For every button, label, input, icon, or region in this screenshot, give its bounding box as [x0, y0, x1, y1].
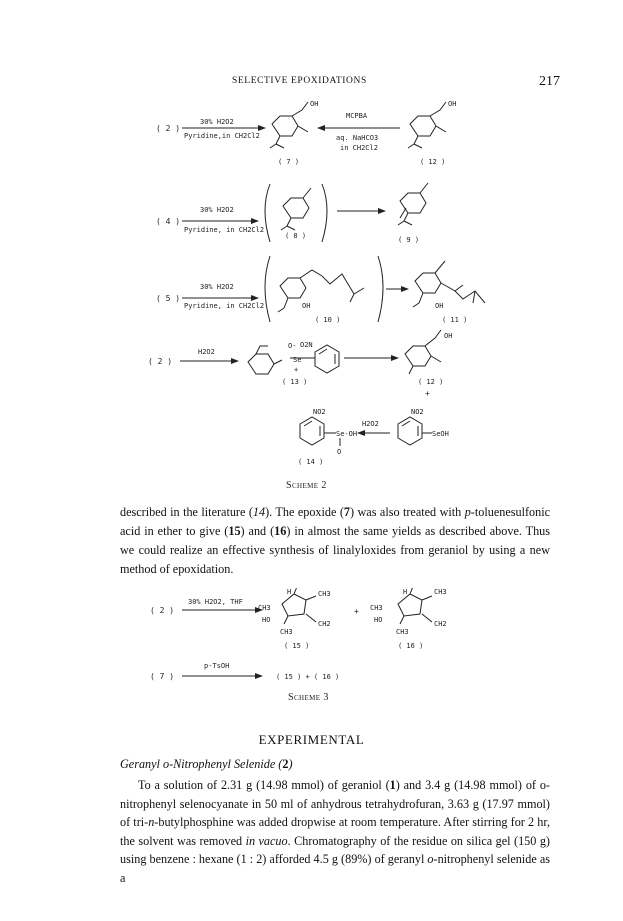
structure-15-ch3-right: CH3 — [318, 590, 331, 598]
exp-text-2: ) and 3.4 g (14.98 mmol) of o-nitrophenyl selenocyanate in 50 ml of anhydrous tetrahydrofuran, 3.63 g (17.97 mmol) of tri- — [120, 778, 550, 829]
row5-no2-right: NO2 — [411, 408, 424, 416]
compound-1-ref: 1 — [389, 778, 396, 792]
italic-p: p — [464, 505, 471, 519]
row3-product: ( 11 ) — [442, 316, 468, 324]
row4-plus-sign: + — [425, 389, 430, 398]
scheme-2-caption: Scheme 2 — [286, 480, 327, 491]
row3-start: ( 5 ) — [156, 294, 181, 303]
row4-se: Se — [293, 356, 302, 364]
structure-7 — [270, 102, 308, 148]
structure-selenous-benzene — [398, 417, 422, 445]
scheme3-row2-result: ( 15 ) + ( 16 ) — [276, 673, 340, 681]
page-header — [60, 76, 560, 96]
row4-start: ( 2 ) — [148, 357, 173, 366]
structure-13-terpene — [248, 346, 282, 374]
row3-reagent: 30% H2O2 — [200, 283, 234, 291]
scheme3-product-15: ( 15 ) — [284, 642, 310, 650]
body-text-3: ) was also treated with — [350, 505, 465, 519]
row1-start: ( 2 ) — [156, 124, 181, 133]
scheme-3-figure — [0, 588, 623, 718]
body-text-5: ) and ( — [240, 524, 275, 538]
structure-13-benzene — [315, 345, 339, 373]
row5-compound-left: ( 14 ) — [298, 458, 324, 466]
structure-15-h: H — [287, 588, 292, 596]
row4-o-minus: O- — [288, 342, 297, 350]
structure-15-ch3-bottom: CH3 — [280, 628, 293, 636]
row5-reagent: H2O2 — [362, 420, 379, 428]
row1-oh-label: OH — [310, 100, 319, 108]
structure-16-ch2: CH2 — [434, 620, 447, 628]
row3-oh-label2: OH — [435, 302, 444, 310]
exp-text-5: -nitrophenyl selenide as a — [120, 852, 550, 885]
row3-conditions: Pyridine, in CH2Cl2 — [184, 302, 265, 310]
bracket-right-row3 — [378, 256, 383, 322]
row4-no2: O2N — [300, 341, 313, 349]
exp-text-4: . Chromatography of the residue on silica gel (150 g) using benzene : hexane (1 : 2) afforded 4.5 g (89%) of geranyl — [120, 833, 550, 866]
row1-oh-label2: OH — [448, 100, 457, 108]
structure-9 — [398, 183, 428, 225]
row1-compound: ( 12 ) — [420, 158, 446, 166]
row4-product: ( 12 ) — [418, 378, 444, 386]
row5-no2-left: NO2 — [313, 408, 326, 416]
subsection-title-2: ) — [288, 757, 293, 771]
row2-product: ( 9 ) — [398, 236, 420, 244]
compound-15-ref: 15 — [228, 524, 241, 538]
scheme-2-figure — [0, 96, 623, 496]
scheme3-product-16: ( 16 ) — [398, 642, 424, 650]
structure-16-ch3-right: CH3 — [434, 588, 447, 596]
section-heading-experimental: EXPERIMENTAL — [258, 732, 365, 747]
structure-15-ch3-left: CH3 — [258, 604, 271, 612]
bracket-left-row2 — [265, 184, 270, 242]
structure-16-ch3-bottom: CH3 — [396, 628, 409, 636]
reference-14: 14 — [252, 505, 266, 519]
body-text-4: -toluenesulfonic acid in ether to give ( — [120, 505, 550, 538]
subsection-heading — [120, 757, 293, 772]
scheme3-row2-reagent: p-TsOH — [204, 662, 230, 670]
row4-oh-label: OH — [444, 332, 453, 340]
scheme-3-caption: Scheme 3 — [288, 692, 329, 703]
structure-8 — [281, 188, 311, 230]
structure-15-ch2: CH2 — [318, 620, 331, 628]
body-text-2: ). The epoxide ( — [265, 505, 344, 519]
exp-text-3: -butylphosphine was added dropwise at room temperature. After stirring for 2 hr, the solvent was removed — [120, 815, 550, 848]
structure-12 — [408, 102, 446, 148]
structure-16-ho: HO — [374, 616, 383, 624]
compound-16-ref: 16 — [274, 524, 287, 538]
structure-11 — [413, 261, 485, 307]
scheme3-plus: + — [354, 607, 359, 616]
structure-14-benzene — [300, 417, 324, 445]
subsection-compound-2: 2 — [282, 757, 289, 771]
row2-start: ( 4 ) — [156, 217, 181, 226]
row2-intermediate: ( 8 ) — [285, 232, 307, 240]
row2-conditions: Pyridine, in CH2Cl2 — [184, 226, 265, 234]
row4-reagent: H2O2 — [198, 348, 215, 356]
row2-reagent: 30% H2O2 — [200, 206, 234, 214]
exp-text-1: To a solution of 2.31 g (14.98 mmol) of geraniol ( — [138, 778, 390, 792]
row5-oxo: O — [337, 448, 342, 456]
row5-selenic: Se-OH — [336, 430, 358, 438]
compound-7-ref: 7 — [343, 505, 350, 519]
row1-conditions1: Pyridine,in CH2Cl2 — [184, 132, 260, 140]
row1-conditions2a: aq. NaHCO3 — [336, 134, 379, 142]
italic-n: n — [148, 815, 155, 829]
page-number: 217 — [539, 74, 560, 89]
body-paragraph — [120, 503, 550, 579]
body-text-6: ) in almost the same yields as described above. Thus we could realize an effective synthesis of linalyloxides from geraniol by using a new method of epoxidation. — [120, 524, 550, 576]
row1-conditions2b: in CH2Cl2 — [340, 144, 378, 152]
row1-reagent2: MCPBA — [346, 112, 368, 120]
row3-oh-label: OH — [302, 302, 311, 310]
scheme3-row2-start: ( 7 ) — [150, 672, 175, 681]
structure-10 — [278, 270, 364, 312]
row5-selenous: SeOH — [432, 430, 449, 438]
experimental-paragraph — [120, 776, 550, 887]
row3-intermediate: ( 10 ) — [315, 316, 341, 324]
row4-intermediate: ( 13 ) — [282, 378, 308, 386]
row1-product: ( 7 ) — [278, 158, 300, 166]
structure-12-row4 — [405, 330, 441, 374]
scheme3-row1-reagent: 30% H2O2, THF — [188, 598, 243, 606]
body-text-1: described in the literature ( — [120, 505, 253, 519]
bracket-left-row3 — [265, 256, 270, 322]
subsection-title-1: Geranyl o-Nitrophenyl Selenide ( — [120, 757, 283, 771]
row1-reagent1: 30% H2O2 — [200, 118, 234, 126]
row4-plus: + — [294, 366, 299, 374]
structure-15-ho: HO — [262, 616, 271, 624]
structure-16-ch3-left: CH3 — [370, 604, 383, 612]
italic-o: o — [427, 852, 434, 866]
structure-16-h: H — [403, 588, 408, 596]
running-title: SELECTIVE EPOXIDATIONS — [232, 76, 367, 86]
bracket-right-row2 — [322, 184, 327, 242]
scheme3-row1-start: ( 2 ) — [150, 606, 175, 615]
in-vacuo: in vacuo — [245, 833, 288, 848]
